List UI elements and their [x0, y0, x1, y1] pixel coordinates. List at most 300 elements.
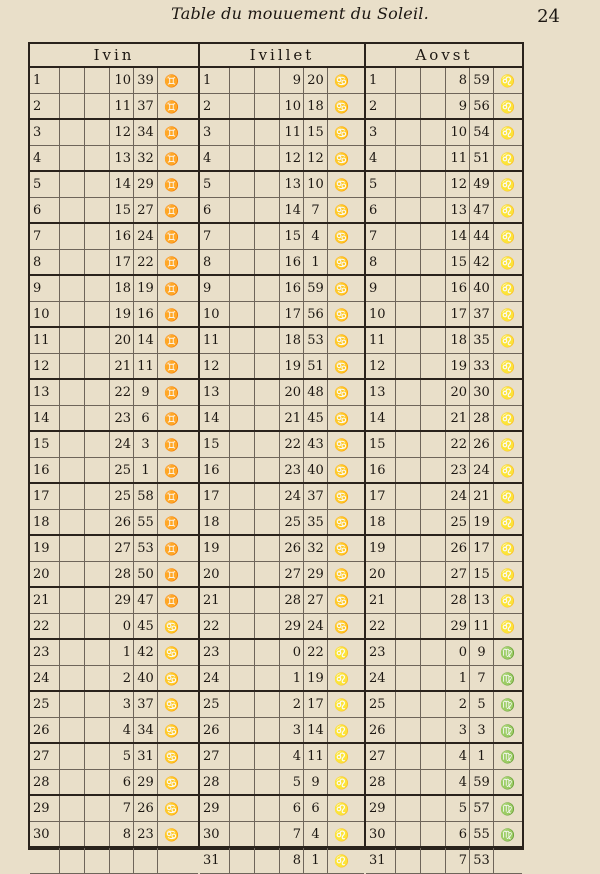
- empty-cell: [255, 562, 280, 586]
- empty-cell: [255, 796, 280, 821]
- degree-cell: 20: [280, 380, 304, 405]
- degree-cell: 0: [280, 640, 304, 665]
- zodiac-sign-icon: ♊: [164, 178, 179, 192]
- minute-cell: [134, 848, 158, 873]
- empty-cell: [421, 458, 446, 482]
- empty-cell: [396, 120, 421, 145]
- day-cell: 14: [366, 406, 396, 430]
- degree-cell: 12: [280, 146, 304, 170]
- zodiac-sign-icon: ♊: [164, 334, 179, 348]
- zodiac-sign-icon: ♋: [334, 360, 349, 374]
- minute-cell: 53: [304, 328, 328, 353]
- table-row: [366, 796, 522, 822]
- degree-cell: 20: [446, 380, 470, 405]
- empty-cell: [396, 666, 421, 690]
- day-cell: 17: [366, 484, 396, 509]
- empty-cell: [255, 536, 280, 561]
- degree-cell: 16: [280, 276, 304, 301]
- empty-cell: [85, 718, 110, 742]
- minute-cell: 7: [304, 198, 328, 222]
- day-cell: 31: [200, 848, 230, 873]
- zodiac-sign-icon: ♊: [164, 594, 179, 608]
- degree-cell: 29: [446, 614, 470, 638]
- degree-cell: 26: [446, 536, 470, 561]
- day-cell: 2: [366, 94, 396, 118]
- empty-cell: [230, 640, 255, 665]
- empty-cell: [255, 250, 280, 274]
- zodiac-sign-icon: ♍: [500, 828, 515, 842]
- minute-cell: 29: [134, 770, 158, 794]
- degree-cell: 1: [446, 666, 470, 690]
- table-row: [366, 94, 522, 120]
- minute-cell: 26: [134, 796, 158, 821]
- empty-cell: [85, 744, 110, 769]
- table-row: [30, 406, 198, 432]
- zodiac-sign-icon: ♋: [164, 724, 179, 738]
- minute-cell: 20: [304, 68, 328, 93]
- table-row: [30, 510, 198, 536]
- day-cell: 8: [200, 250, 230, 274]
- minute-cell: 40: [134, 666, 158, 690]
- zodiac-sign-icon: [158, 848, 185, 873]
- empty-cell: [396, 276, 421, 301]
- empty-cell: [230, 848, 255, 873]
- table-row: [30, 796, 198, 822]
- empty-cell: [60, 562, 85, 586]
- degree-cell: 11: [110, 94, 134, 118]
- table-row: [30, 692, 198, 718]
- minute-cell: 27: [304, 588, 328, 613]
- table-row: [366, 744, 522, 770]
- table-row: [30, 380, 198, 406]
- zodiac-sign-icon: ♌: [500, 490, 515, 504]
- day-cell: 22: [30, 614, 60, 638]
- zodiac-sign-icon: ♌: [334, 646, 349, 660]
- empty-cell: [85, 458, 110, 482]
- minute-cell: 14: [304, 718, 328, 742]
- empty-cell: [85, 692, 110, 717]
- table-row: [200, 432, 364, 458]
- minute-cell: 10: [304, 172, 328, 197]
- empty-cell: [85, 146, 110, 170]
- zodiac-sign-icon: ♊: [164, 386, 179, 400]
- minute-cell: 42: [134, 640, 158, 665]
- degree-cell: 21: [446, 406, 470, 430]
- empty-cell: [421, 380, 446, 405]
- table-row: [200, 510, 364, 536]
- day-cell: 15: [30, 432, 60, 457]
- empty-cell: [60, 770, 85, 794]
- empty-cell: [230, 94, 255, 118]
- day-cell: 17: [200, 484, 230, 509]
- empty-cell: [60, 146, 85, 170]
- zodiac-sign-icon: ♍: [500, 672, 515, 686]
- zodiac-sign-icon: ♋: [164, 620, 179, 634]
- month-header: Ivillet: [200, 44, 364, 68]
- minute-cell: 32: [134, 146, 158, 170]
- empty-cell: [421, 484, 446, 509]
- day-cell: 8: [30, 250, 60, 274]
- empty-cell: [230, 744, 255, 769]
- minute-cell: 54: [470, 120, 494, 145]
- empty-cell: [85, 328, 110, 353]
- empty-cell: [421, 94, 446, 118]
- empty-cell: [60, 588, 85, 613]
- minute-cell: 9: [470, 640, 494, 665]
- zodiac-sign-icon: ♍: [500, 724, 515, 738]
- zodiac-sign-icon: ♋: [334, 100, 349, 114]
- zodiac-sign-icon: ♌: [500, 256, 515, 270]
- zodiac-sign-icon: ♌: [334, 802, 349, 816]
- minute-cell: 35: [304, 510, 328, 534]
- degree-cell: 13: [280, 172, 304, 197]
- degree-cell: 10: [446, 120, 470, 145]
- degree-cell: 3: [446, 718, 470, 742]
- empty-cell: [421, 328, 446, 353]
- minute-cell: 22: [304, 640, 328, 665]
- month-block-aovst: [366, 44, 522, 868]
- zodiac-sign-icon: ♋: [334, 204, 349, 218]
- day-cell: 7: [30, 224, 60, 249]
- empty-cell: [60, 614, 85, 638]
- empty-cell: [85, 68, 110, 93]
- empty-cell: [421, 354, 446, 378]
- empty-cell: [421, 588, 446, 613]
- day-cell: 18: [30, 510, 60, 534]
- empty-cell: [60, 328, 85, 353]
- degree-cell: 18: [280, 328, 304, 353]
- degree-cell: 3: [280, 718, 304, 742]
- minute-cell: 44: [470, 224, 494, 249]
- degree-cell: 13: [446, 198, 470, 222]
- table-row: [30, 458, 198, 484]
- empty-cell: [85, 302, 110, 326]
- table-row: [200, 770, 364, 796]
- zodiac-sign-icon: ♊: [164, 360, 179, 374]
- table-row: [200, 484, 364, 510]
- empty-cell: [85, 666, 110, 690]
- empty-cell: [60, 484, 85, 509]
- zodiac-sign-icon: [494, 848, 521, 873]
- day-cell: 23: [200, 640, 230, 665]
- empty-cell: [230, 198, 255, 222]
- zodiac-sign-icon: ♌: [500, 594, 515, 608]
- empty-cell: [396, 796, 421, 821]
- minute-cell: 9: [304, 770, 328, 794]
- empty-cell: [60, 302, 85, 326]
- minute-cell: 53: [134, 536, 158, 561]
- empty-cell: [421, 770, 446, 794]
- minute-cell: 3: [134, 432, 158, 457]
- zodiac-sign-icon: ♋: [334, 542, 349, 556]
- zodiac-sign-icon: ♋: [334, 464, 349, 478]
- empty-cell: [60, 276, 85, 301]
- table-row: [30, 718, 198, 744]
- degree-cell: 5: [280, 770, 304, 794]
- table-row: [200, 562, 364, 588]
- empty-cell: [421, 302, 446, 326]
- empty-cell: [421, 276, 446, 301]
- table-row: [200, 822, 364, 848]
- minute-cell: 45: [134, 614, 158, 638]
- degree-cell: 23: [280, 458, 304, 482]
- table-row: [30, 354, 198, 380]
- minute-cell: 18: [304, 94, 328, 118]
- degree-cell: 6: [446, 822, 470, 846]
- empty-cell: [421, 146, 446, 170]
- zodiac-sign-icon: ♊: [164, 490, 179, 504]
- empty-cell: [60, 718, 85, 742]
- empty-cell: [396, 536, 421, 561]
- empty-cell: [396, 640, 421, 665]
- zodiac-sign-icon: ♊: [164, 412, 179, 426]
- day-cell: 1: [30, 68, 60, 93]
- day-cell: 20: [30, 562, 60, 586]
- day-cell: 26: [30, 718, 60, 742]
- day-cell: 10: [200, 302, 230, 326]
- zodiac-sign-icon: ♋: [164, 828, 179, 842]
- empty-cell: [85, 120, 110, 145]
- degree-cell: 4: [446, 770, 470, 794]
- table-row: [200, 666, 364, 692]
- month-block-ivin: [30, 44, 200, 848]
- day-cell: 27: [366, 744, 396, 769]
- empty-cell: [230, 172, 255, 197]
- degree-cell: 25: [110, 484, 134, 509]
- empty-cell: [255, 588, 280, 613]
- zodiac-sign-icon: ♊: [164, 308, 179, 322]
- minute-cell: 47: [470, 198, 494, 222]
- empty-cell: [230, 120, 255, 145]
- zodiac-sign-icon: ♌: [500, 178, 515, 192]
- month-header: Aovst: [366, 44, 522, 68]
- empty-cell: [421, 68, 446, 93]
- zodiac-sign-icon: ♊: [164, 256, 179, 270]
- minute-cell: 58: [134, 484, 158, 509]
- zodiac-sign-icon: ♋: [334, 74, 349, 88]
- table-row: [200, 276, 364, 302]
- zodiac-sign-icon: ♋: [164, 776, 179, 790]
- zodiac-sign-icon: ♌: [500, 100, 515, 114]
- day-cell: 13: [200, 380, 230, 405]
- minute-cell: 6: [134, 406, 158, 430]
- zodiac-sign-icon: ♌: [334, 698, 349, 712]
- day-cell: 6: [366, 198, 396, 222]
- table-row: [366, 380, 522, 406]
- degree-cell: 24: [110, 432, 134, 457]
- empty-cell: [396, 484, 421, 509]
- zodiac-sign-icon: ♋: [164, 646, 179, 660]
- minute-cell: 27: [134, 198, 158, 222]
- minute-cell: 3: [470, 718, 494, 742]
- page-number: 24: [537, 6, 560, 27]
- empty-cell: [85, 380, 110, 405]
- zodiac-sign-icon: ♊: [164, 100, 179, 114]
- day-cell: 30: [200, 822, 230, 846]
- table-row: [30, 172, 198, 198]
- empty-cell: [421, 640, 446, 665]
- empty-cell: [230, 666, 255, 690]
- table-row: [366, 536, 522, 562]
- table-row: [30, 120, 198, 146]
- empty-cell: [60, 172, 85, 197]
- day-cell: 29: [366, 796, 396, 821]
- minute-cell: 39: [134, 68, 158, 93]
- zodiac-sign-icon: ♋: [334, 516, 349, 530]
- table-row: [200, 536, 364, 562]
- degree-cell: 12: [110, 120, 134, 145]
- zodiac-sign-icon: ♋: [164, 672, 179, 686]
- zodiac-sign-icon: ♋: [334, 568, 349, 582]
- empty-cell: [255, 744, 280, 769]
- minute-cell: 19: [134, 276, 158, 301]
- table-row: [30, 68, 198, 94]
- day-cell: 11: [200, 328, 230, 353]
- day-cell: 9: [366, 276, 396, 301]
- minute-cell: 59: [470, 770, 494, 794]
- empty-cell: [421, 198, 446, 222]
- minute-cell: 53: [470, 848, 494, 873]
- empty-cell: [230, 588, 255, 613]
- day-cell: 29: [30, 796, 60, 821]
- minute-cell: 4: [304, 224, 328, 249]
- empty-cell: [255, 822, 280, 846]
- empty-cell: [396, 94, 421, 118]
- day-cell: 1: [200, 68, 230, 93]
- table-row: [366, 692, 522, 718]
- degree-cell: 27: [446, 562, 470, 586]
- minute-cell: 37: [304, 484, 328, 509]
- empty-cell: [255, 224, 280, 249]
- empty-cell: [230, 614, 255, 638]
- zodiac-sign-icon: ♍: [500, 802, 515, 816]
- zodiac-sign-icon: ♌: [334, 776, 349, 790]
- table-row: [366, 848, 522, 874]
- day-cell: 31: [366, 848, 396, 873]
- empty-cell: [255, 666, 280, 690]
- minute-cell: 5: [470, 692, 494, 717]
- degree-cell: 7: [280, 822, 304, 846]
- empty-cell: [230, 822, 255, 846]
- empty-cell: [230, 718, 255, 742]
- table-row: [366, 146, 522, 172]
- empty-cell: [255, 276, 280, 301]
- degree-cell: 3: [110, 692, 134, 717]
- empty-cell: [255, 458, 280, 482]
- zodiac-sign-icon: ♋: [334, 126, 349, 140]
- empty-cell: [85, 640, 110, 665]
- minute-cell: 55: [470, 822, 494, 846]
- degree-cell: 7: [446, 848, 470, 873]
- minute-cell: 51: [304, 354, 328, 378]
- table-row: [30, 666, 198, 692]
- degree-cell: 17: [110, 250, 134, 274]
- day-cell: 28: [30, 770, 60, 794]
- table-row: [30, 198, 198, 224]
- degree-cell: 16: [280, 250, 304, 274]
- day-cell: 30: [366, 822, 396, 846]
- empty-cell: [421, 666, 446, 690]
- zodiac-sign-icon: ♊: [164, 568, 179, 582]
- degree-cell: 2: [110, 666, 134, 690]
- table-row: [366, 484, 522, 510]
- empty-cell: [421, 822, 446, 846]
- empty-cell: [85, 224, 110, 249]
- day-cell: 21: [30, 588, 60, 613]
- table-row: [366, 432, 522, 458]
- degree-cell: 9: [280, 68, 304, 93]
- empty-cell: [421, 536, 446, 561]
- zodiac-sign-icon: ♋: [334, 490, 349, 504]
- empty-cell: [230, 458, 255, 482]
- zodiac-sign-icon: ♌: [334, 724, 349, 738]
- empty-cell: [421, 692, 446, 717]
- degree-cell: 27: [110, 536, 134, 561]
- degree-cell: 29: [110, 588, 134, 613]
- day-cell: 9: [30, 276, 60, 301]
- day-cell: 8: [366, 250, 396, 274]
- degree-cell: 14: [110, 172, 134, 197]
- minute-cell: 32: [304, 536, 328, 561]
- degree-cell: 29: [280, 614, 304, 638]
- empty-cell: [230, 380, 255, 405]
- empty-cell: [255, 614, 280, 638]
- degree-cell: 21: [110, 354, 134, 378]
- table-row: [30, 536, 198, 562]
- table-row: [366, 822, 522, 848]
- zodiac-sign-icon: ♊: [164, 438, 179, 452]
- table-row: [200, 172, 364, 198]
- zodiac-sign-icon: ♋: [334, 412, 349, 426]
- empty-cell: [85, 432, 110, 457]
- table-row: [366, 224, 522, 250]
- table-row: [30, 276, 198, 302]
- day-cell: 19: [366, 536, 396, 561]
- minute-cell: 11: [470, 614, 494, 638]
- zodiac-sign-icon: ♊: [164, 516, 179, 530]
- table-row: [30, 328, 198, 354]
- table-row: [200, 744, 364, 770]
- empty-cell: [85, 770, 110, 794]
- zodiac-sign-icon: ♋: [334, 308, 349, 322]
- empty-cell: [255, 198, 280, 222]
- minute-cell: 4: [304, 822, 328, 846]
- day-cell: 6: [200, 198, 230, 222]
- day-cell: 18: [366, 510, 396, 534]
- empty-cell: [396, 68, 421, 93]
- degree-cell: 2: [280, 692, 304, 717]
- day-cell: 15: [366, 432, 396, 457]
- table-row: [200, 146, 364, 172]
- day-cell: 6: [30, 198, 60, 222]
- empty-cell: [230, 432, 255, 457]
- zodiac-sign-icon: ♊: [164, 126, 179, 140]
- minute-cell: 16: [134, 302, 158, 326]
- zodiac-sign-icon: ♊: [164, 464, 179, 478]
- zodiac-sign-icon: ♊: [164, 74, 179, 88]
- table-row: [200, 94, 364, 120]
- day-cell: 5: [30, 172, 60, 197]
- table-row: [30, 484, 198, 510]
- day-cell: 22: [200, 614, 230, 638]
- empty-cell: [60, 848, 85, 873]
- zodiac-sign-icon: ♊: [164, 542, 179, 556]
- degree-cell: 10: [110, 68, 134, 93]
- empty-cell: [421, 848, 446, 873]
- day-cell: 25: [30, 692, 60, 717]
- zodiac-sign-icon: ♊: [164, 204, 179, 218]
- empty-cell: [421, 172, 446, 197]
